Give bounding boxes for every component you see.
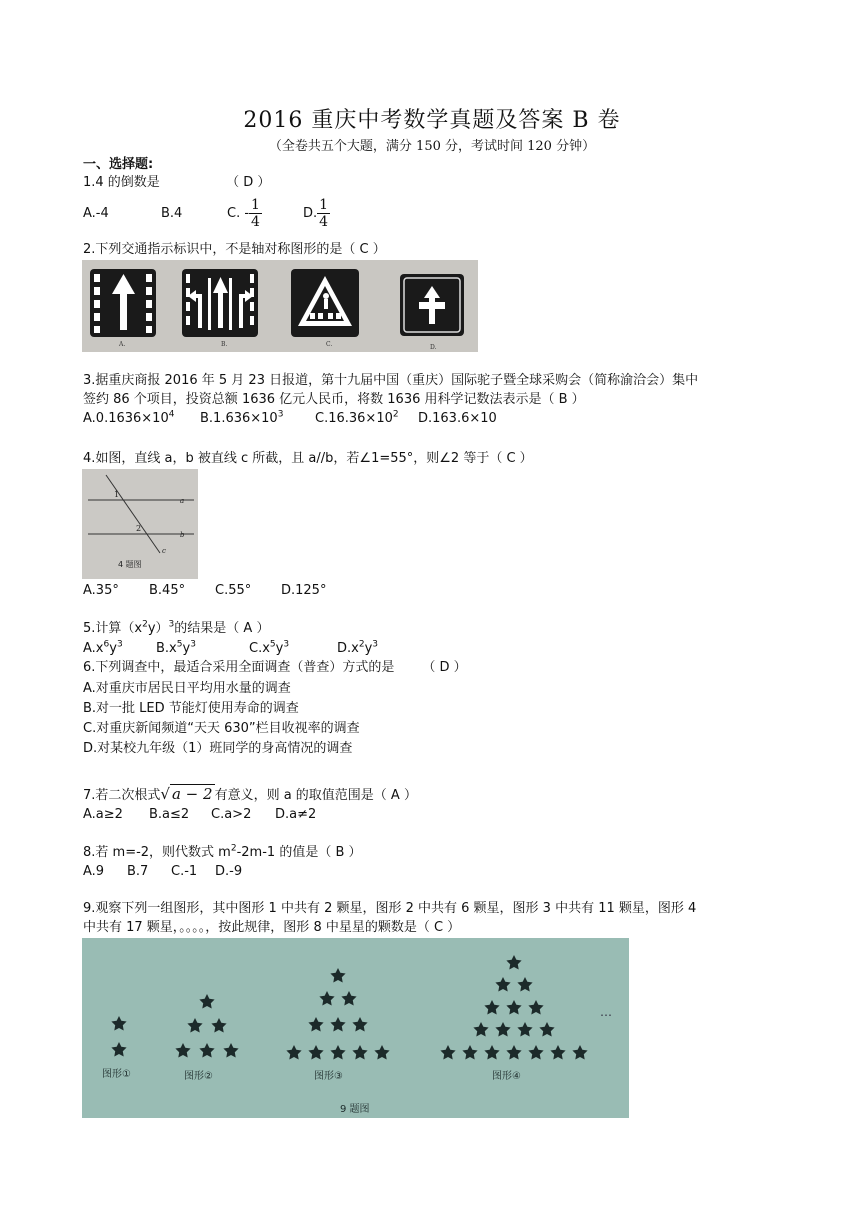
question-5-option-b: $B.x^5y^3$: [156, 639, 196, 656]
question-3-options: [83, 410, 497, 428]
angle-1-label: 1: [114, 490, 120, 499]
fraction-c: $\frac{1}{4}$: [251, 197, 260, 230]
question-4-option-b: B.45°: [149, 583, 186, 598]
question-1-text: 1.4 的倒数是: [83, 175, 160, 190]
question-5-option-a: $A.x^6y^3$: [83, 639, 123, 656]
question-8-option-c: C.-1: [171, 864, 198, 879]
question-8-option-a: A.9: [83, 864, 105, 879]
question-6-stem: 6.下列调查中，最适合采用全面调查（普查）方式的是 （ D ）: [83, 660, 467, 675]
question-1-option-b: B.4: [161, 206, 183, 221]
question-1-answer: （ D ）: [226, 175, 271, 190]
question-6-option-b: B.对一批 LED 节能灯使用寿命的调查: [83, 701, 299, 716]
question-7-stem: 7.若二次根式√ a − 2 有意义，则 a 的取值范围是（ A ）: [83, 785, 417, 803]
parallel-lines-figure: [82, 469, 198, 579]
question-5-options: [83, 640, 378, 658]
traffic-sign-d: [400, 274, 464, 336]
sign-label-d: D.: [430, 344, 437, 351]
question-8-option-d: D.-9: [215, 864, 243, 879]
question-5-option-d: $D.x^2y^3$: [337, 639, 379, 656]
question-4-option-c: C.55°: [215, 583, 252, 598]
question-3-option-c: $C.16.36\times 10^2$: [315, 409, 399, 426]
traffic-signs-image: [82, 260, 478, 352]
sign-label-a: A.: [119, 341, 126, 348]
star-pattern-figure: [82, 938, 629, 1118]
question-1-option-a: A.-4: [83, 206, 109, 221]
question-7-option-c: C.a>2: [211, 807, 252, 822]
traffic-sign-b: [182, 269, 258, 337]
question-5-option-c: $C.x^5y^3$: [249, 639, 290, 656]
page-subtitle: （全卷共五个大题，满分 150 分，考试时间 120 分钟）: [268, 139, 596, 154]
question-8-option-b: B.7: [127, 864, 149, 879]
page-title: 2016 重庆中考数学真题及答案 B 卷: [243, 108, 621, 133]
question-8-options: [83, 863, 242, 881]
question-6-option-c: C.对重庆新闻频道“天天 630”栏目收视率的调查: [83, 721, 360, 736]
traffic-sign-c: [291, 269, 359, 337]
question-7-options: [83, 806, 316, 824]
question-1-option-c: C. - $\frac{1}{4}$: [227, 197, 260, 230]
figure-9-caption: 9 题图: [340, 1104, 370, 1115]
question-4-stem: 4.如图，直线 a，b 被直线 c 所截，且 a//b，若∠1=55°，则∠2 等于（ C ）: [83, 451, 533, 466]
question-4-option-a: A.35°: [83, 583, 119, 598]
question-7-option-b: B.a≤2: [149, 807, 190, 822]
fraction-d: $\frac{1}{4}$: [319, 197, 329, 230]
question-6-answer: （ D ）: [422, 660, 467, 675]
figure-label-4: 图形④: [492, 1071, 521, 1082]
question-1-stem: [83, 174, 270, 192]
figure-4-caption: 4 题图: [118, 560, 142, 569]
question-8-stem: 8.若 m=-2，则代数式 $m^2-2m-1$ 的值是（ B ）: [83, 843, 362, 860]
question-5-stem: 5.计算$(x^2y)^3$的结果是（ A ）: [83, 619, 270, 636]
square-root-expression: √ a − 2: [160, 785, 213, 803]
question-3-option-a: $A.0.1636\times 10^4$: [83, 409, 175, 426]
question-4-options: [83, 582, 326, 600]
question-2-stem: 2.下列交通指示标识中，不是轴对称图形的是（ C ）: [83, 242, 386, 257]
line-c-label: c: [162, 547, 166, 555]
question-4-option-d: D.125°: [281, 583, 327, 598]
question-3-line-1: 3.据重庆商报 2016 年 5 月 23 日报道，第十九届中国（重庆）国际驼子暨全球采购会（简称渝洽会）集中: [83, 373, 699, 388]
question-9-line-1: 9.观察下列一组图形，其中图形 1 中共有 2 颗星，图形 2 中共有 6 颗星，图形 3 中共有 11 颗星，图形 4: [83, 901, 697, 916]
line-a-label: a: [180, 497, 185, 505]
question-3-option-b: $B.1.636\times 10^3$: [200, 409, 284, 426]
figure-label-2: 图形②: [184, 1071, 213, 1082]
question-3-option-d: D.163.6×10: [418, 411, 497, 426]
question-9-line-2: 中共有 17 颗星，。。。。，按此规律，图形 8 中星星的颗数是（ C ）: [83, 920, 461, 935]
line-b-label: b: [180, 531, 185, 539]
figure-label-3: 图形③: [314, 1071, 343, 1082]
section-heading: 一、选择题:: [83, 157, 154, 172]
question-6-option-d: D.对某校九年级（1）班同学的身高情况的调查: [83, 741, 353, 756]
question-7-option-a: A.a≥2: [83, 807, 123, 822]
sign-label-b: B.: [221, 341, 228, 348]
question-1-options: [83, 197, 330, 230]
question-7-option-d: D.a≠2: [275, 807, 317, 822]
traffic-sign-a: [90, 269, 156, 337]
question-3-line-2: 签约 86 个项目，投资总额 1636 亿元人民币，将数 1636 用科学记数法表示是（ B ）: [83, 392, 585, 407]
angle-2-label: 2: [136, 524, 142, 533]
question-1-option-d: D. $\frac{1}{4}$: [303, 197, 329, 230]
figure-ellipsis: …: [600, 1005, 612, 1019]
sign-label-c: C.: [326, 341, 333, 348]
question-6-option-a: A.对重庆市居民日平均用水量的调查: [83, 681, 291, 696]
figure-label-1: 图形①: [102, 1069, 131, 1080]
